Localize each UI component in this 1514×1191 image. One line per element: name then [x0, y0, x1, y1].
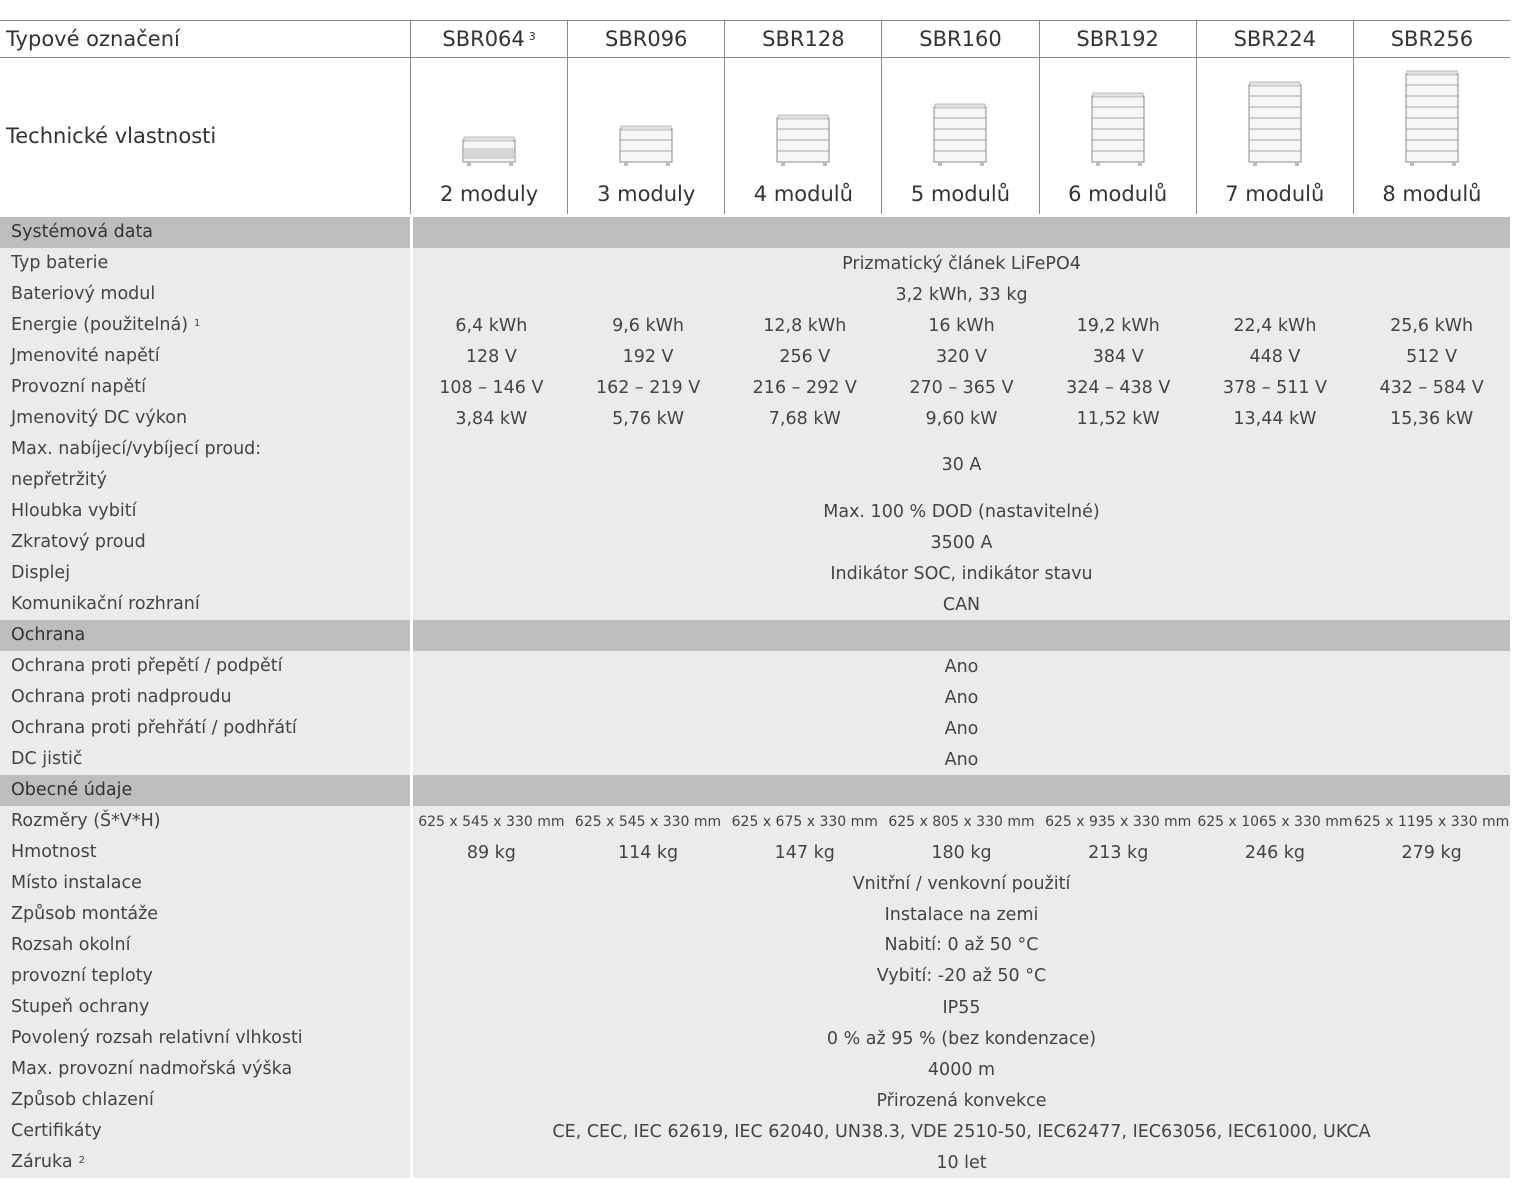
row-ovp: Ochrana proti přepětí / podpětí Ano — [0, 651, 1510, 679]
row-display: Displej Indikátor SOC, indikátor stavu — [0, 558, 1510, 586]
tech-label: Technické vlastnosti — [6, 124, 217, 148]
section-general — [0, 775, 1510, 803]
row-temp-range: Rozsah okolní provozní teploty Nabití: 0 až 50 °C Vybití: -20 až 50 °C — [0, 930, 1510, 989]
row-weight: Hmotnost 89 kg 114 kg 147 kg 180 kg 213 kg 246 kg 279 kg — [0, 837, 1510, 865]
model-col-6: SBR224 — [1196, 21, 1353, 57]
module-cell-3: 4 modulů — [724, 58, 881, 214]
row-ocp: Ochrana proti nadproudu Ano — [0, 682, 1510, 710]
row-dimensions: Rozměry (Š*V*H) 625 x 545 x 330 mm 625 x 545 x 330 mm 625 x 675 x 330 mm 625 x 805 x 330 mm 625 x 935 x 330 mm 625 x 1065 x 330 mm 625 x 1195 x 330 mm — [0, 806, 1510, 834]
module-cell-4: 5 modulů — [881, 58, 1038, 214]
row-max-current: Max. nabíjecí/vybíjecí proud: nepřetržitý 30 A — [0, 434, 1510, 493]
battery-stack-5-icon — [932, 103, 988, 168]
model-header-row — [0, 20, 1510, 58]
model-col-4: SBR160 — [881, 21, 1038, 57]
row-nominal-voltage: Jmenovité napětí 128 V 192 V 256 V 320 V 384 V 448 V 512 V — [0, 341, 1510, 369]
footnote-2: 2 — [78, 1155, 85, 1166]
row-dc-breaker: DC jistič Ano — [0, 744, 1510, 772]
model-col-3: SBR128 — [724, 21, 881, 57]
row-battery-module: Bateriový modul 3,2 kWh, 33 kg — [0, 279, 1510, 307]
row-certs: Certifikáty CE, CEC, IEC 62619, IEC 62040, UN38.3, VDE 2510-50, IEC62477, IEC63056, IEC61000, UKCA — [0, 1116, 1510, 1144]
row-short-circuit: Zkratový proud 3500 A — [0, 527, 1510, 555]
row-dod: Hloubka vybití Max. 100 % DOD (nastavitelné) — [0, 496, 1510, 524]
battery-stack-3-icon — [618, 125, 674, 168]
row-altitude: Max. provozní nadmořská výška 4000 m — [0, 1054, 1510, 1082]
row-cooling: Způsob chlazení Přirozená konvekce — [0, 1085, 1510, 1113]
row-otp: Ochrana proti přehřátí / podhřátí Ano — [0, 713, 1510, 741]
module-cell-7: 8 modulů — [1353, 58, 1510, 214]
row-operating-voltage: Provozní napětí 108 – 146 V 162 – 219 V 216 – 292 V 270 – 365 V 324 – 438 V 378 – 511 V 432 – 584 V — [0, 372, 1510, 400]
battery-stack-8-icon — [1404, 70, 1460, 168]
module-cell-1: 2 moduly — [410, 58, 567, 214]
row-humidity: Povolený rozsah relativní vlhkosti 0 % až 95 % (bez kondenzace) — [0, 1023, 1510, 1051]
battery-stack-2-icon — [461, 136, 517, 168]
model-col-2: SBR096 — [567, 21, 724, 57]
section-title: Ochrana — [0, 620, 410, 651]
footnote-3: 3 — [528, 29, 536, 43]
row-dc-power: Jmenovitý DC výkon 3,84 kW 5,76 kW 7,68 kW 9,60 kW 11,52 kW 13,44 kW 15,36 kW — [0, 403, 1510, 431]
section-system — [0, 217, 1510, 245]
row-battery-type: Typ baterie Prizmatický článek LiFePO4 — [0, 248, 1510, 276]
battery-stack-4-icon — [775, 114, 831, 168]
module-cell-6: 7 modulů — [1196, 58, 1353, 214]
battery-stack-7-icon — [1247, 81, 1303, 168]
model-col-5: SBR192 — [1039, 21, 1196, 57]
row-install-place: Místo instalace Vnitřní / venkovní použití — [0, 868, 1510, 896]
row-mounting: Způsob montáže Instalace na zemi — [0, 899, 1510, 927]
module-image-row — [0, 58, 1510, 214]
row-warranty: Záruka $^2$ 10 let — [0, 1147, 1510, 1175]
row-comm: Komunikační rozhraní CAN — [0, 589, 1510, 617]
type-label: Typové označení — [6, 27, 180, 51]
footnote-1: 1 — [194, 318, 201, 329]
row-ip: Stupeň ochrany IP55 — [0, 992, 1510, 1020]
model-col-7: SBR256 — [1353, 21, 1510, 57]
module-cell-5: 6 modulů — [1039, 58, 1196, 214]
battery-stack-6-icon — [1090, 92, 1146, 168]
section-title: Obecné údaje — [0, 775, 410, 806]
section-title: Systémová data — [0, 217, 410, 248]
row-energy: Energie (použitelná) $^1$ 6,4 kWh 9,6 kWh 12,8 kWh 16 kWh 19,2 kWh 22,4 kWh 25,6 kWh — [0, 310, 1510, 338]
model-col-1: SBR064 $^3$ — [410, 21, 567, 57]
module-cell-2: 3 moduly — [567, 58, 724, 214]
spec-sheet — [0, 20, 1510, 1175]
section-protection — [0, 620, 1510, 648]
